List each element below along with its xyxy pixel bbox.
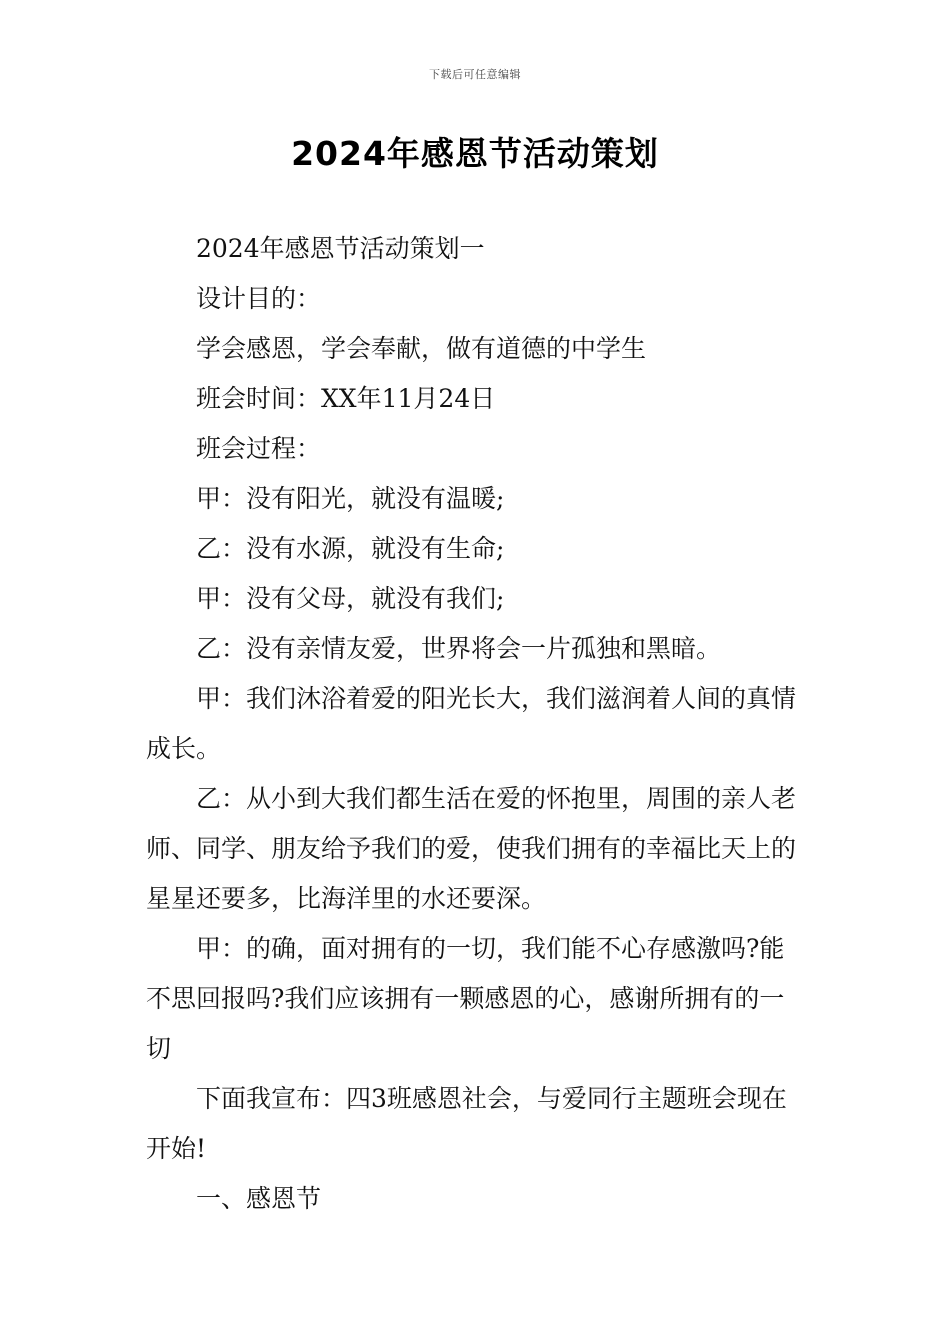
paragraph-dialogue-line: 乙：没有亲情友爱，世界将会一片孤独和黑暗。 (196, 634, 722, 663)
paragraph-dialogue-line: 甲：的确，面对拥有的一切，我们能不心存感激吗?能不思回报吗?我们应该拥有一颗感恩的心，感谢所拥有的一切 (146, 934, 785, 1063)
paragraph-dialogue-line: 甲：我们沐浴着爱的阳光长大，我们滋润着人间的真情成长。 (146, 684, 797, 763)
paragraph-design-purpose: 学会感恩，学会奉献，做有道德的中学生 (196, 334, 647, 363)
paragraph-meeting-process-label: 班会过程： (196, 434, 322, 463)
paragraph-dialogue-line: 乙：从小到大我们都生活在爱的怀抱里，周围的亲人老师、同学、朋友给予我们的爱，使我们拥有的幸福比天上的星星还要多，比海洋里的水还要深。 (146, 784, 797, 913)
document-body (146, 224, 808, 1224)
header-note: 下载后可任意编辑 (429, 68, 521, 81)
paragraph-dialogue-line: 乙：没有水源，就没有生命; (196, 534, 505, 563)
document-title: 2024年感恩节活动策划 (291, 134, 659, 173)
paragraph-dialogue-line: 甲：没有阳光，就没有温暖; (196, 484, 505, 513)
section-heading: 一、感恩节 (196, 1184, 322, 1213)
paragraph-announcement: 下面我宣布：四3班感恩社会，与爱同行主题班会现在开始! (146, 1084, 787, 1163)
paragraph-meeting-time: 班会时间：XX年11月24日 (196, 384, 496, 413)
paragraph-subtitle: 2024年感恩节活动策划一 (196, 234, 485, 263)
paragraph-dialogue-line: 甲：没有父母，就没有我们; (196, 584, 505, 613)
paragraph-design-purpose-label: 设计目的： (196, 284, 322, 313)
